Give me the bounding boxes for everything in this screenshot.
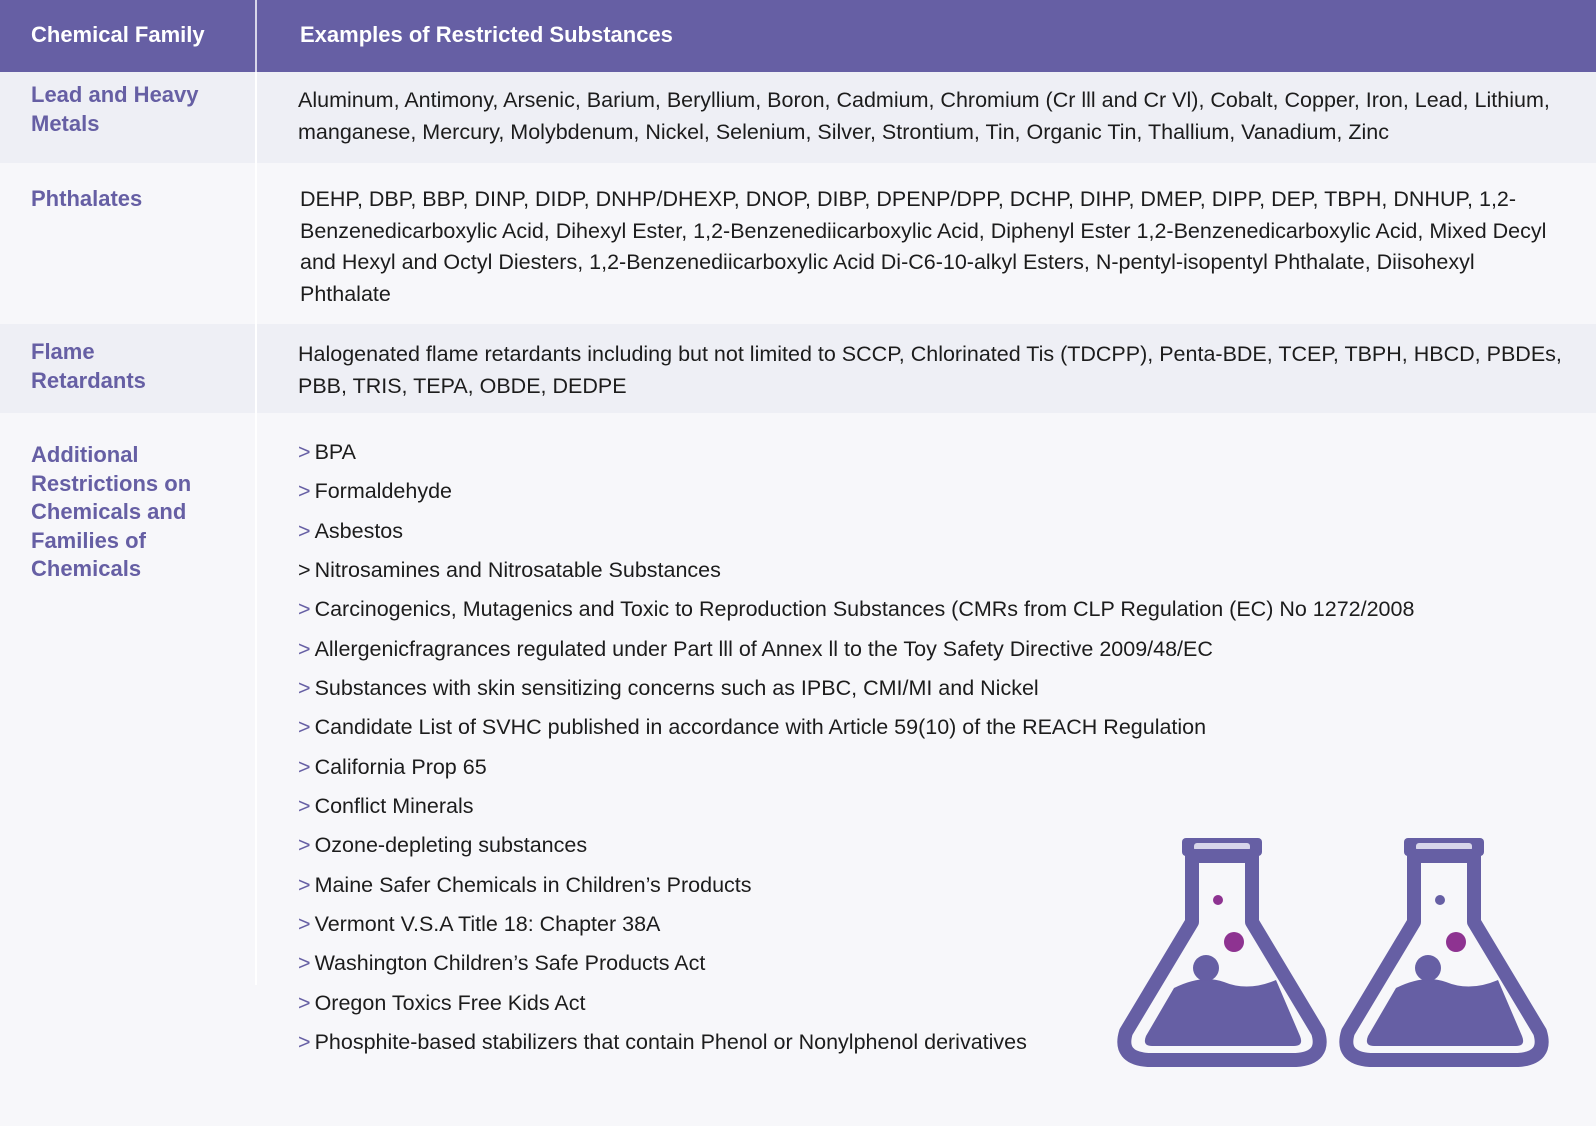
list-item: > Carcinogenics, Mutagenics and Toxic to Reproduction Substances (CMRs from CLP Regulation (EC) No 1272/2008 xyxy=(298,597,1415,622)
table-header xyxy=(0,0,1596,72)
list-item: > Maine Safer Chemicals in Children’s Products xyxy=(298,872,752,897)
list-item: > Oregon Toxics Free Kids Act xyxy=(298,990,586,1015)
examples-flame-retardants: Halogenated flame retardants including but not limited to SCCP, Chlorinated Tis (TDCPP), Penta-BDE, TCEP, TBPH, HBCD, PBDEs, PBB, TRIS, TEPA, OBDE, DEDPE xyxy=(298,342,1562,398)
chevron-right-icon: > xyxy=(298,558,311,583)
list-item: > Phosphite-based stabilizers that contain Phenol or Nonylphenol derivatives xyxy=(298,1030,1027,1055)
family-additional-restrictions: Additional Restrictions on Chemicals and Families of Chemicals xyxy=(31,442,192,581)
list-item: > Nitrosamines and Nitrosatable Substances xyxy=(298,558,721,583)
examples-phthalates: DEHP, DBP, BBP, DINP, DIDP, DNHP/DHEXP, DNOP, DIBP, DPENP/DPP, DCHP, DIHP, DMEP, DIPP, DEP, TBPH, DNHUP, 1,2- Benzenedicarboxylic Acid, Dihexyl Ester, 1,2-Benzenediicarboxylic Acid, Diphenyl Ester 1,2-Benzenedicarboxylic Acid, Mixed Decyl and Hexyl and Octyl Diesters, 1,2-Benzenediicarboxylic Acid Di-C6-10-alkyl Esters, N-pentyl-isopentyl Phthalate, Diisohexyl Phthalate xyxy=(300,187,1547,306)
chevron-right-icon: > xyxy=(298,833,311,858)
chevron-right-icon: > xyxy=(298,872,311,897)
list-item: > BPA xyxy=(298,440,356,464)
header-chemical-family: Chemical Family xyxy=(31,22,205,47)
column-divider xyxy=(255,324,257,413)
chevron-right-icon: > xyxy=(298,1030,311,1055)
chevron-right-icon: > xyxy=(298,912,311,937)
list-item: > Allergenicfragrances regulated under Part lll of Annex ll to the Toy Safety Directive 2009/48/EC xyxy=(298,636,1213,661)
list-item: > Formaldehyde xyxy=(298,479,452,504)
list-item: > California Prop 65 xyxy=(298,754,487,779)
chevron-right-icon: > xyxy=(298,951,311,976)
table-row xyxy=(0,163,1596,324)
header-divider xyxy=(255,0,257,72)
chevron-right-icon: > xyxy=(298,794,311,819)
list-item: > Conflict Minerals xyxy=(298,794,474,819)
chevron-right-icon: > xyxy=(298,676,311,701)
family-flame-retardants: Flame Retardants xyxy=(31,339,146,393)
chevron-right-icon: > xyxy=(298,990,311,1015)
column-divider xyxy=(255,72,257,163)
table-row xyxy=(0,72,1596,163)
list-item: > Ozone-depleting substances xyxy=(298,833,588,858)
list-item: > Substances with skin sensitizing concerns such as IPBC, CMI/MI and Nickel xyxy=(298,676,1039,701)
header-examples: Examples of Restricted Substances xyxy=(300,22,673,47)
list-item: > Washington Children’s Safe Products Act xyxy=(298,951,706,976)
list-item: > Asbestos xyxy=(298,518,403,543)
chevron-right-icon: > xyxy=(298,518,311,543)
chevron-right-icon: > xyxy=(298,440,311,464)
family-phthalates: Phthalates xyxy=(31,186,143,211)
chevron-right-icon: > xyxy=(298,754,311,779)
flask-icon xyxy=(1114,832,1328,1072)
table-row xyxy=(0,324,1596,413)
chevron-right-icon: > xyxy=(298,715,311,740)
flask-icon xyxy=(1336,832,1550,1072)
chevron-right-icon: > xyxy=(298,479,311,504)
column-divider xyxy=(255,163,257,324)
chevron-right-icon: > xyxy=(298,636,311,661)
chevron-right-icon: > xyxy=(298,597,311,622)
list-item: > Vermont V.S.A Title 18: Chapter 38A xyxy=(298,912,661,937)
column-divider xyxy=(255,413,257,985)
list-item: > Candidate List of SVHC published in accordance with Article 59(10) of the REACH Regulation xyxy=(298,715,1207,740)
family-lead-heavy-metals: Lead and Heavy Metals xyxy=(31,82,199,136)
examples-lead-heavy-metals: Aluminum, Antimony, Arsenic, Barium, Beryllium, Boron, Cadmium, Chromium (Cr lll and Cr Vl), Cobalt, Copper, Iron, Lead, Lithium, manganese, Mercury, Molybdenum, Nickel, Selenium, Silver, Strontium, Tin, Organic Tin, Thallium, Vanadium, Zinc xyxy=(298,88,1550,144)
